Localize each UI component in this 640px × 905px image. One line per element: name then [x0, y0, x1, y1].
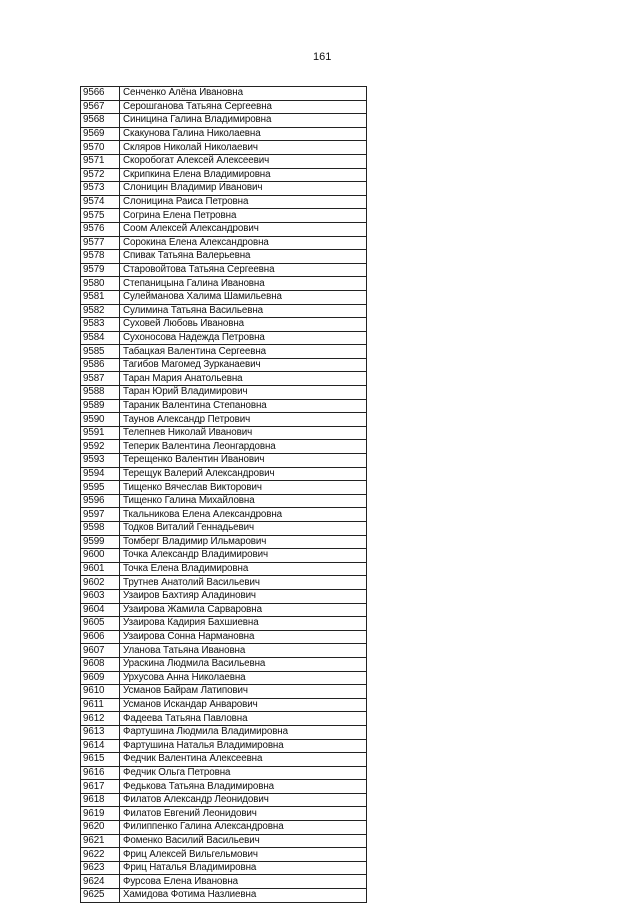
person-name: Трутнев Анатолий Васильевич — [120, 576, 367, 590]
table-row — [81, 889, 367, 903]
row-number: 9574 — [81, 195, 120, 209]
row-number: 9609 — [81, 671, 120, 685]
person-name: Федчик Валентина Алексеевна — [120, 753, 367, 767]
table-row — [81, 725, 367, 739]
row-number: 9615 — [81, 753, 120, 767]
person-name: Таран Мария Анатольевна — [120, 372, 367, 386]
person-name: Слоницин Владимир Иванович — [120, 182, 367, 196]
person-name: Тищенко Вячеслав Викторович — [120, 481, 367, 495]
table-row — [81, 508, 367, 522]
row-number: 9625 — [81, 889, 120, 903]
table-row — [81, 318, 367, 332]
person-name: Фоменко Василий Васильевич — [120, 834, 367, 848]
row-number: 9610 — [81, 685, 120, 699]
person-name: Суховей Любовь Ивановна — [120, 318, 367, 332]
row-number: 9568 — [81, 114, 120, 128]
person-name: Скакунова Галина Николаевна — [120, 127, 367, 141]
person-name: Точка Александр Владимирович — [120, 549, 367, 563]
table-row — [81, 87, 367, 101]
table-row — [81, 182, 367, 196]
row-number: 9589 — [81, 399, 120, 413]
table-row — [81, 222, 367, 236]
table-row — [81, 331, 367, 345]
row-number: 9588 — [81, 386, 120, 400]
table-row — [81, 358, 367, 372]
table-row — [81, 793, 367, 807]
table-row — [81, 454, 367, 468]
table-row — [81, 875, 367, 889]
table-row — [81, 522, 367, 536]
row-number: 9614 — [81, 739, 120, 753]
table-row — [81, 821, 367, 835]
table-row — [81, 780, 367, 794]
table-row — [81, 685, 367, 699]
row-number: 9586 — [81, 358, 120, 372]
row-number: 9608 — [81, 657, 120, 671]
row-number: 9592 — [81, 440, 120, 454]
table-row — [81, 250, 367, 264]
table-row — [81, 671, 367, 685]
table-row — [81, 209, 367, 223]
row-number: 9576 — [81, 222, 120, 236]
person-name: Узаирова Сонна Нармановна — [120, 630, 367, 644]
table-row — [81, 861, 367, 875]
row-number: 9595 — [81, 481, 120, 495]
row-number: 9590 — [81, 413, 120, 427]
person-name: Усманов Байрам Латипович — [120, 685, 367, 699]
row-number: 9617 — [81, 780, 120, 794]
person-name: Тищенко Галина Михайловна — [120, 494, 367, 508]
table-row — [81, 413, 367, 427]
row-number: 9611 — [81, 698, 120, 712]
person-name: Степаницына Галина Ивановна — [120, 277, 367, 291]
row-number: 9622 — [81, 848, 120, 862]
row-number: 9600 — [81, 549, 120, 563]
table-row — [81, 753, 367, 767]
table-row — [81, 712, 367, 726]
table-row — [81, 549, 367, 563]
row-number: 9602 — [81, 576, 120, 590]
table-row — [81, 399, 367, 413]
table-row — [81, 481, 367, 495]
table-row — [81, 467, 367, 481]
row-number: 9623 — [81, 861, 120, 875]
row-number: 9587 — [81, 372, 120, 386]
person-name: Табацкая Валентина Сергеевна — [120, 345, 367, 359]
table-row — [81, 141, 367, 155]
row-number: 9604 — [81, 603, 120, 617]
person-name: Узаирова Кадирия Бахшиевна — [120, 617, 367, 631]
person-name: Сулимина Татьяна Васильевна — [120, 304, 367, 318]
person-name: Таунов Александр Петрович — [120, 413, 367, 427]
person-name: Ураскина Людмила Васильевна — [120, 657, 367, 671]
person-name: Телепнев Николай Иванович — [120, 426, 367, 440]
table-row — [81, 426, 367, 440]
person-name: Федчик Ольга Петровна — [120, 766, 367, 780]
person-name: Филатов Александр Леонидович — [120, 793, 367, 807]
row-number: 9570 — [81, 141, 120, 155]
table-row — [81, 236, 367, 250]
table-row — [81, 304, 367, 318]
table-row — [81, 277, 367, 291]
person-name: Филиппенко Галина Александровна — [120, 821, 367, 835]
table-row — [81, 834, 367, 848]
table-row — [81, 739, 367, 753]
row-number: 9606 — [81, 630, 120, 644]
person-name: Хамидова Фотима Назлиевна — [120, 889, 367, 903]
person-name: Фриц Алексей Вильгельмович — [120, 848, 367, 862]
table-row — [81, 644, 367, 658]
person-name: Фартушина Людмила Владимировна — [120, 725, 367, 739]
row-number: 9581 — [81, 290, 120, 304]
row-number: 9572 — [81, 168, 120, 182]
person-name: Сорокина Елена Александровна — [120, 236, 367, 250]
name-list-body — [81, 87, 367, 903]
person-name: Старовойтова Татьяна Сергеевна — [120, 263, 367, 277]
table-row — [81, 603, 367, 617]
row-number: 9603 — [81, 589, 120, 603]
row-number: 9578 — [81, 250, 120, 264]
table-row — [81, 766, 367, 780]
row-number: 9599 — [81, 535, 120, 549]
table-row — [81, 630, 367, 644]
table-row — [81, 372, 367, 386]
row-number: 9607 — [81, 644, 120, 658]
table-row — [81, 263, 367, 277]
row-number: 9580 — [81, 277, 120, 291]
row-number: 9621 — [81, 834, 120, 848]
table-row — [81, 807, 367, 821]
person-name: Точка Елена Владимировна — [120, 562, 367, 576]
table-row — [81, 100, 367, 114]
person-name: Терещук Валерий Александрович — [120, 467, 367, 481]
person-name: Урхусова Анна Николаевна — [120, 671, 367, 685]
row-number: 9575 — [81, 209, 120, 223]
page-number: 161 — [313, 51, 332, 63]
row-number: 9569 — [81, 127, 120, 141]
table-row — [81, 114, 367, 128]
table-row — [81, 440, 367, 454]
row-number: 9571 — [81, 154, 120, 168]
person-name: Согрина Елена Петровна — [120, 209, 367, 223]
row-number: 9616 — [81, 766, 120, 780]
person-name: Федькова Татьяна Владимировна — [120, 780, 367, 794]
row-number: 9566 — [81, 87, 120, 101]
row-number: 9618 — [81, 793, 120, 807]
row-number: 9584 — [81, 331, 120, 345]
row-number: 9583 — [81, 318, 120, 332]
table-row — [81, 386, 367, 400]
row-number: 9620 — [81, 821, 120, 835]
row-number: 9577 — [81, 236, 120, 250]
table-row — [81, 195, 367, 209]
table-row — [81, 617, 367, 631]
person-name: Скоробогат Алексей Алексеевич — [120, 154, 367, 168]
table-row — [81, 494, 367, 508]
table-row — [81, 345, 367, 359]
person-name: Ткальникова Елена Александровна — [120, 508, 367, 522]
person-name: Сухоносова Надежда Петровна — [120, 331, 367, 345]
person-name: Скрипкина Елена Владимировна — [120, 168, 367, 182]
row-number: 9579 — [81, 263, 120, 277]
row-number: 9601 — [81, 562, 120, 576]
table-row — [81, 848, 367, 862]
person-name: Теперик Валентина Леонгардовна — [120, 440, 367, 454]
table-row — [81, 576, 367, 590]
person-name: Сулейманова Халима Шамильевна — [120, 290, 367, 304]
row-number: 9594 — [81, 467, 120, 481]
table-row — [81, 154, 367, 168]
table-row — [81, 168, 367, 182]
person-name: Соом Алексей Александрович — [120, 222, 367, 236]
row-number: 9582 — [81, 304, 120, 318]
row-number: 9598 — [81, 522, 120, 536]
row-number: 9619 — [81, 807, 120, 821]
table-row — [81, 290, 367, 304]
person-name: Фартушина Наталья Владимировна — [120, 739, 367, 753]
name-list-table — [80, 86, 367, 903]
person-name: Скляров Николай Николаевич — [120, 141, 367, 155]
row-number: 9585 — [81, 345, 120, 359]
table-row — [81, 535, 367, 549]
person-name: Фриц Наталья Владимировна — [120, 861, 367, 875]
person-name: Фадеева Татьяна Павловна — [120, 712, 367, 726]
person-name: Томберг Владимир Ильмарович — [120, 535, 367, 549]
table-row — [81, 698, 367, 712]
person-name: Серошганова Татьяна Сергеевна — [120, 100, 367, 114]
row-number: 9613 — [81, 725, 120, 739]
row-number: 9591 — [81, 426, 120, 440]
person-name: Синицина Галина Владимировна — [120, 114, 367, 128]
person-name: Слоницина Раиса Петровна — [120, 195, 367, 209]
person-name: Уланова Татьяна Ивановна — [120, 644, 367, 658]
person-name: Фурсова Елена Ивановна — [120, 875, 367, 889]
table-row — [81, 127, 367, 141]
person-name: Тараник Валентина Степановна — [120, 399, 367, 413]
person-name: Спивак Татьяна Валерьевна — [120, 250, 367, 264]
row-number: 9567 — [81, 100, 120, 114]
row-number: 9573 — [81, 182, 120, 196]
person-name: Тодков Виталий Геннадьевич — [120, 522, 367, 536]
person-name: Узаиров Бахтияр Аладинович — [120, 589, 367, 603]
person-name: Филатов Евгений Леонидович — [120, 807, 367, 821]
person-name: Узаирова Жамила Сарваровна — [120, 603, 367, 617]
row-number: 9597 — [81, 508, 120, 522]
person-name: Усманов Искандар Анварович — [120, 698, 367, 712]
person-name: Терещенко Валентин Иванович — [120, 454, 367, 468]
row-number: 9624 — [81, 875, 120, 889]
table-row — [81, 657, 367, 671]
person-name: Таран Юрий Владимирович — [120, 386, 367, 400]
table-row — [81, 589, 367, 603]
row-number: 9612 — [81, 712, 120, 726]
person-name: Сенченко Алёна Ивановна — [120, 87, 367, 101]
person-name: Тагибов Магомед Зурканаевич — [120, 358, 367, 372]
row-number: 9605 — [81, 617, 120, 631]
table-row — [81, 562, 367, 576]
row-number: 9596 — [81, 494, 120, 508]
row-number: 9593 — [81, 454, 120, 468]
